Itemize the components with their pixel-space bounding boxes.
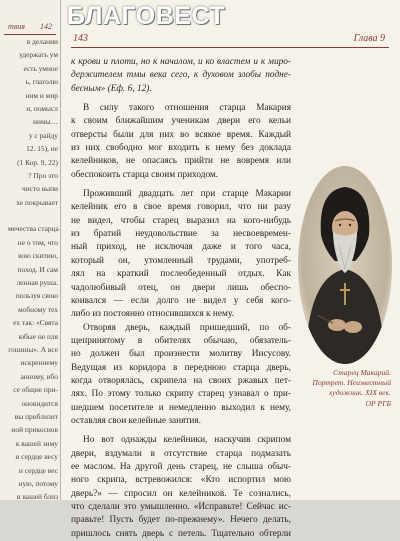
body-line: шедшем посетителе и немедленно выходил к нему, — [71, 402, 291, 413]
body-line: к своим ближайшим ученикам двери его кельи — [71, 116, 291, 127]
left-page-line: хе покрывает — [16, 197, 58, 207]
body-line: не видел, чтобы старец выразил на кого-нибудь — [71, 215, 291, 226]
left-running-head — [4, 22, 56, 35]
body-line: Ведущая из коридора в переднюю старца дверь, — [71, 362, 291, 373]
body-line: либо из постоянно относившихся к нему. — [71, 309, 234, 320]
body-line: чадолюбивый отец, он двери лишь обеспо- — [71, 282, 291, 293]
body-line: ее маслом. На другой день старец, не слыша обыч- — [71, 461, 291, 472]
body-line: Но вот однажды келейники, наскучив скрипом — [83, 435, 291, 446]
body-line: коивался — если долго не видел у себя кого- — [71, 295, 291, 306]
body-line: правьте! Пусть будет по-прежнему». Нечего делать, — [71, 515, 291, 526]
body-line: что сделали это умышленно. «Исправьте! Сейчас ис- — [71, 502, 291, 512]
left-page-text — [8, 35, 58, 500]
left-page-line: вы приблизит — [14, 411, 58, 421]
body-line: В силу такого отношения старца Макария — [83, 103, 291, 114]
left-page-line: не о том, что — [17, 237, 58, 247]
left-page-line: юбые не пля — [18, 331, 58, 341]
left-page-line: ленная руша. — [16, 278, 58, 288]
body-line: лях. По этому только скрипу старец узнавал о при- — [71, 389, 291, 400]
left-page-line: ную, потому — [18, 478, 58, 488]
elder-portrait-image — [297, 165, 393, 365]
right-running-head — [71, 33, 389, 48]
left-page-line: ной прикоснов — [11, 425, 58, 435]
left-page-line: удержать ум — [19, 50, 58, 60]
caption-line: Старец Макарий. — [333, 368, 391, 377]
body-line: держителем тмы века сего, к духовом злобы подне- — [71, 70, 291, 81]
left-page-line: и сердце весу — [15, 452, 58, 462]
right-page-number: 143 — [73, 33, 88, 44]
body-line: Отворяя дверь, каждый пришедший, по об- — [83, 322, 291, 333]
left-page-line — [8, 209, 58, 222]
portrait-caption — [299, 368, 391, 409]
left-page-line: мечества старца — [8, 224, 59, 234]
body-line: дверь?» — спросил он келейников. Те сознались, — [71, 488, 291, 499]
left-page-line: оновидится — [21, 398, 58, 408]
body-line: ный приход, не исключая даже и того часа, — [71, 242, 291, 253]
left-page-line: се общие при- — [13, 385, 58, 395]
left-page-line: искреннему — [20, 358, 58, 368]
left-page-line: мобному тех — [18, 304, 58, 314]
left-page-line: у с райду — [28, 130, 58, 140]
body-line: который он, утомленный трудами, употреб- — [71, 255, 291, 266]
left-page-line: анному, ибо — [20, 371, 58, 381]
left-page-line: поход. И сам — [17, 264, 58, 274]
body-line: келейников, не опасаясь прийти не вовремя или — [71, 156, 291, 167]
caption-line: ОР РГБ — [365, 398, 391, 408]
body-line: бесным» (Еф. 6, 12). — [71, 83, 152, 94]
left-page-number: 142 — [40, 22, 52, 31]
right-page — [61, 0, 400, 539]
body-line: двери, вздумали в отсутствие старца подмазать — [71, 448, 291, 459]
body-line: Проживший двадцать лет при старце Макарии — [83, 189, 291, 200]
left-page-line: ним и мир — [25, 90, 58, 100]
left-running-head-text: твия — [8, 22, 25, 31]
left-page-line: гошины». А все — [8, 344, 58, 354]
body-line: лял на краткий послеобеденный отдых. Как — [71, 269, 291, 280]
left-page — [0, 0, 61, 500]
caption-line: художник. XIX век. — [329, 388, 391, 398]
left-page-line: ь, глаголю — [25, 77, 58, 87]
left-page-line: ? Про это — [28, 170, 58, 180]
caption-line: Портрет. Неизвестный — [312, 378, 391, 388]
body-line: к крови и плоти, но к началом, и ко властем и к миро- — [71, 57, 291, 67]
left-page-line: в делании — [26, 37, 58, 46]
left-page-line: чисто выпи — [22, 184, 58, 194]
left-page-line: вою скитию, — [18, 251, 58, 261]
body-line: щепринятому в обителях обычаю, обязатель- — [71, 335, 291, 346]
body-text — [71, 56, 291, 541]
body-line: келейник его в свое время говорил, что ни разу — [71, 202, 291, 213]
body-line: ного скрипа, встревожился: «Кто испортил мою — [71, 475, 291, 486]
body-line: обеспокоить старца своим приходом. — [71, 169, 219, 180]
left-page-line: нимы… — [33, 117, 58, 127]
body-line: отверсты были для них во всякое время. Каждый — [71, 129, 291, 140]
left-page-line: и сердце вес — [18, 465, 58, 475]
body-line: но должен был произнести молитву Иисусову. — [71, 349, 291, 360]
left-page-line: 12. 15), не — [26, 144, 58, 154]
left-page-line: и вашей близ — [16, 492, 58, 500]
chapter-title: Глава 9 — [353, 33, 385, 44]
left-page-line: к вашей зиму — [15, 438, 58, 448]
left-page-line: (1 Кор. 9, 22) — [17, 157, 58, 167]
left-page-line: пользуя свою — [15, 291, 58, 301]
body-line: когда отворялась, скрипела на своих ржавых пет- — [71, 375, 291, 386]
watermark-logo: БЛАГОВЕСТ — [67, 2, 226, 30]
body-line: оставляя свои келейные занятия. — [71, 415, 202, 426]
body-line: пришлось снять дверь с петель. Тщательно обтерли — [71, 528, 291, 539]
body-line: из них свободно мог входить к нему без доклада — [71, 143, 291, 154]
left-page-line: есть умное — [23, 63, 58, 73]
left-page-line: ех так: «Свята — [13, 318, 58, 328]
body-line: из братий неудовольствие за несвоевремен- — [71, 229, 291, 240]
left-page-line: и, помысл — [26, 103, 58, 113]
